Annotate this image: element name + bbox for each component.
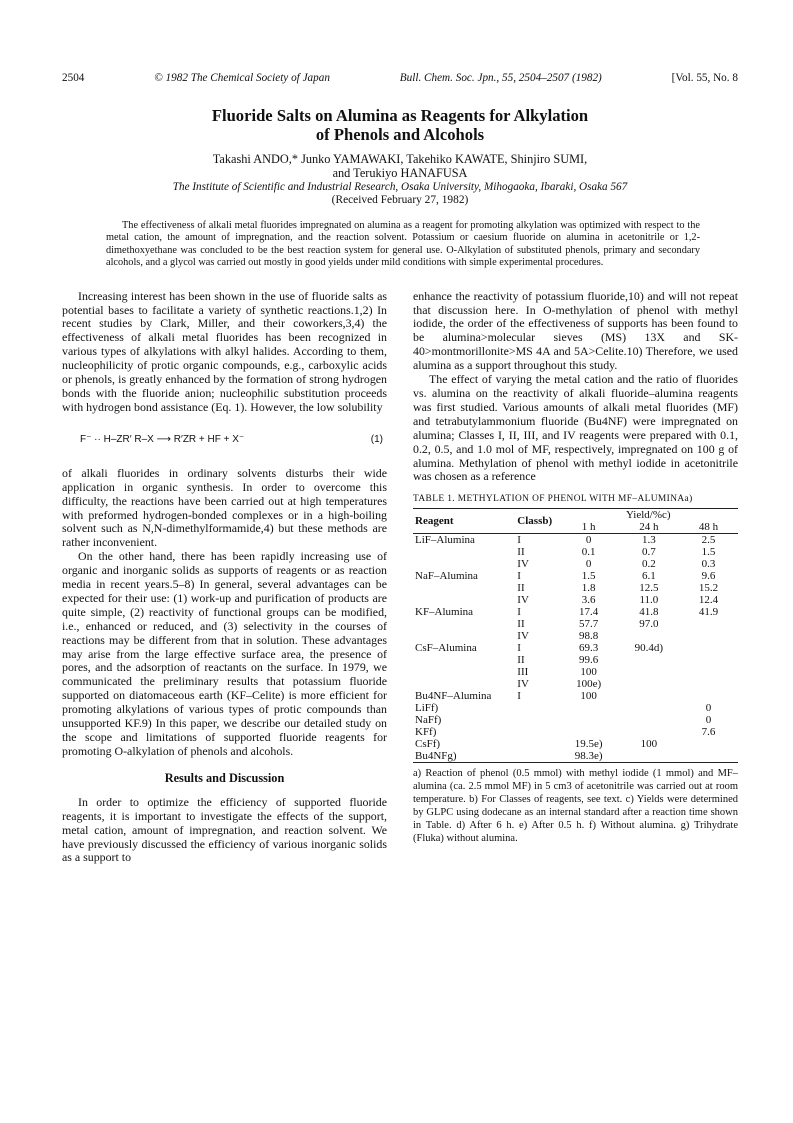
cell-yield-1h: 98.3e) bbox=[559, 750, 619, 763]
methylation-table bbox=[413, 508, 738, 763]
authors-line-2: and Terukiyo HANAFUSA bbox=[332, 166, 468, 180]
author-list bbox=[62, 152, 738, 180]
cell-class: IV bbox=[517, 594, 529, 607]
journal-page bbox=[62, 72, 738, 865]
cell-class bbox=[515, 726, 558, 738]
cell-class: IV bbox=[517, 630, 529, 643]
header-time-1h: 1 h bbox=[581, 521, 596, 534]
cell-yield-48h bbox=[679, 630, 738, 642]
cell-yield-48h bbox=[679, 666, 738, 678]
cell-yield-48h bbox=[679, 690, 738, 702]
table-row bbox=[413, 654, 738, 666]
cell-yield-1h: 3.6 bbox=[581, 594, 596, 607]
cell-yield-48h bbox=[679, 654, 738, 666]
header-class: Classb) bbox=[517, 515, 553, 528]
cell-reagent: LiFf) bbox=[415, 702, 439, 715]
table-row bbox=[413, 642, 738, 654]
cell-yield-1h bbox=[559, 702, 619, 714]
cell-reagent: CsF–Alumina bbox=[415, 642, 477, 655]
cell-yield-48h: 12.4 bbox=[698, 594, 719, 607]
cell-yield-48h: 41.9 bbox=[698, 606, 719, 619]
cell-yield-48h: 7.6 bbox=[701, 726, 716, 739]
cell-class bbox=[515, 702, 558, 714]
right-column bbox=[413, 290, 738, 866]
cell-reagent bbox=[413, 558, 515, 570]
cell-yield-24h: 97.0 bbox=[639, 618, 659, 631]
cell-yield-48h: 1.5 bbox=[701, 546, 716, 559]
cell-class: III bbox=[517, 666, 529, 679]
left-column bbox=[62, 290, 387, 866]
cell-yield-48h: 2.5 bbox=[701, 534, 716, 547]
cell-reagent bbox=[413, 594, 515, 606]
cell-yield-24h: 90.4d) bbox=[634, 642, 664, 655]
cell-class bbox=[515, 714, 558, 726]
cell-yield-1h bbox=[559, 726, 619, 738]
cell-yield-24h bbox=[619, 666, 679, 678]
cell-class: I bbox=[517, 690, 521, 703]
title-line-2: of Phenols and Alcohols bbox=[315, 125, 485, 144]
cell-yield-1h: 99.6 bbox=[579, 654, 599, 667]
header-time-24h: 24 h bbox=[639, 521, 659, 534]
cell-yield-1h: 100e) bbox=[576, 678, 602, 691]
results-paragraph-1: In order to optimize the efficiency of supported fluoride reagents, it is important to investigate the effects of the support, metal cation, amount of impregnation, and reaction solvent. We have previously discussed the efficiency of various inorganic solids as a support to bbox=[62, 794, 387, 865]
cell-yield-24h bbox=[619, 702, 679, 714]
table-row bbox=[413, 558, 738, 570]
cell-yield-24h: 6.1 bbox=[642, 570, 656, 583]
intro-paragraph-3: On the other hand, there has been rapidly increasing use of organic and inorganic solids as supports of reagents or as reaction media in recent years.5–8) In general, several advantages can be expected for their use: (1) work-up and purification of products are quite simple, (2) reactivity of functional groups can be modified, i.e., enhanced or reduced, and (3) selectivity in the courses of reactions may be different from that in solution. These advantages may arise from the large effective surface area, the presence of pores, and the adsorption of reactants on the surface. In 1979, we communicated the preliminary results that potassium fluoride supported on diatomaceous earth (KF–Celite) is more efficient for promoting alkylations of various types of protic compounds than unsupported KF.9) In this paper, we describe our detailed study on the scope and limitations of supported fluoride reagents for promoting O-alkylation of phenols and alcohols. bbox=[62, 549, 387, 758]
volume-issue: [Vol. 55, No. 8 bbox=[671, 72, 738, 84]
journal-citation: Bull. Chem. Soc. Jpn., 55, 2504–2507 (1982) bbox=[399, 72, 602, 84]
received-date: (Received February 27, 1982) bbox=[331, 194, 469, 206]
cell-yield-48h: 9.6 bbox=[701, 570, 716, 583]
running-head bbox=[62, 72, 738, 84]
table-row bbox=[413, 702, 738, 714]
cell-reagent: NaFf) bbox=[415, 714, 442, 727]
cell-yield-1h: 1.5 bbox=[581, 570, 596, 583]
table-row bbox=[413, 750, 738, 763]
cell-class: II bbox=[517, 582, 525, 595]
table-row bbox=[413, 726, 738, 738]
table-row bbox=[413, 606, 738, 618]
cell-yield-48h: 0 bbox=[705, 714, 712, 727]
page-number: 2504 bbox=[62, 72, 85, 84]
cell-class: I bbox=[517, 570, 521, 583]
cell-yield-1h: 1.8 bbox=[581, 582, 596, 595]
cell-yield-24h bbox=[619, 750, 679, 763]
table-footnote: a) Reaction of phenol (0.5 mmol) with methyl iodide (1 mmol) and MF–alumina (ca. 2.5 mmol MF) in 5 cm3 of acetonitrile was carried out at room temperature. b) For Classes of reagents, see text. c) Yields were determined by GLPC using dodecane as an internal standard after a reaction time shown in Table. d) After 6 h. e) After 0.5 h. f) Without alumina. g) Trihydrate (Fluka) without alumina. bbox=[413, 768, 738, 845]
table-body bbox=[413, 534, 738, 763]
cell-yield-48h bbox=[679, 618, 738, 630]
cell-yield-48h bbox=[679, 750, 738, 763]
table-row bbox=[413, 630, 738, 642]
cell-yield-1h: 100 bbox=[580, 666, 597, 679]
cell-yield-1h bbox=[559, 714, 619, 726]
cell-yield-1h: 0 bbox=[585, 558, 592, 571]
cell-class: II bbox=[517, 618, 525, 631]
cell-reagent: NaF–Alumina bbox=[415, 570, 478, 583]
intro-paragraph-2: of alkali fluorides in ordinary solvents disturbs their wide application in organic synthesis. In order to overcome this difficulty, the reactions have been carried out at high temperatures with preformed hydrogen-bonded complexes or in a high-boiling solvent such as N,N-dimethylformamide,4) but these methods are rather inconvenient. bbox=[62, 465, 387, 550]
cell-yield-1h: 69.3 bbox=[579, 642, 599, 655]
cell-reagent: Bu4NF–Alumina bbox=[415, 690, 492, 703]
section-heading: Results and Discussion bbox=[164, 770, 285, 785]
cell-yield-24h bbox=[619, 678, 679, 690]
table-row bbox=[413, 690, 738, 702]
cell-reagent: KFf) bbox=[415, 726, 437, 739]
cell-reagent: CsFf) bbox=[415, 738, 441, 751]
cell-yield-24h: 11.0 bbox=[639, 594, 659, 607]
cell-yield-24h bbox=[619, 714, 679, 726]
table-row bbox=[413, 618, 738, 630]
header-time-48h: 48 h bbox=[698, 521, 719, 534]
table-row bbox=[413, 738, 738, 750]
copyright-notice: © 1982 The Chemical Society of Japan bbox=[154, 72, 330, 84]
equation-1 bbox=[62, 417, 387, 463]
cell-yield-48h bbox=[679, 642, 738, 654]
cell-yield-24h bbox=[619, 726, 679, 738]
cell-yield-48h bbox=[679, 738, 738, 750]
cell-yield-1h: 0.1 bbox=[581, 546, 596, 559]
cell-yield-24h: 100 bbox=[640, 738, 658, 751]
cell-class: I bbox=[517, 534, 521, 547]
cell-yield-24h: 41.8 bbox=[639, 606, 659, 619]
cell-reagent bbox=[413, 654, 515, 666]
table-row bbox=[413, 582, 738, 594]
results-paragraph-3: The effect of varying the metal cation and the ratio of fluorides vs. alumina on the reactivity of alkali fluoride–alumina reagents was first studied. Various amounts of alkali metal fluorides (MF) and tetrabutylammonium fluoride (Bu4NF) were impregnated on alumina; Classes I, II, III, and IV reagents were prepared with 0.1, 0.2, 0.5, and 1.0 mol of MF, respectively, impregnated on 100 g of alumina. Methylation of phenol with methyl iodide in acetonitrile was chosen as a reference bbox=[413, 372, 738, 484]
cell-yield-24h: 12.5 bbox=[639, 582, 659, 595]
cell-yield-24h bbox=[619, 654, 679, 666]
article-title bbox=[122, 106, 678, 144]
cell-reagent bbox=[413, 678, 515, 690]
cell-reagent bbox=[413, 666, 515, 678]
cell-class: IV bbox=[517, 678, 529, 691]
cell-reagent: LiF–Alumina bbox=[415, 534, 475, 547]
affiliation: The Institute of Scientific and Industrial Research, Osaka University, Mihogaoka, Ibaraki, Osaka 567 bbox=[172, 181, 628, 193]
equation-expression: F⁻ ·· H–ZR′ R–X ⟶ R′ZR + HF + X⁻ bbox=[80, 434, 245, 446]
results-paragraph-2: enhance the reactivity of potassium fluoride,10) and will not repeat that discussion here. In O-methylation of phenol with methyl iodide, the order of the effectiveness of supports has been found to be alumina>molecular sieves (MS) 13X and SK-40>montmorillonite>MS 4A and 5A>Celite.10) Therefore, we used alumina as a support throughout this study. bbox=[413, 288, 738, 373]
cell-class: II bbox=[517, 546, 525, 559]
cell-yield-48h: 0 bbox=[705, 702, 712, 715]
abstract: The effectiveness of alkali metal fluorides impregnated on alumina as a reagent for promoting alkylation was optimized with respect to the metal cation, the amount of impregnation, and the reaction solvent. Potassium or caesium fluoride on alumina in acetonitrile or 1,2-dimethoxyethane was concluded to be the best reaction system for general use. O-Alkylation of substituted phenols, primary and secondary alcohols, and a glycol was carried out mostly in good yields under mild conditions with simple experimental procedures. bbox=[106, 220, 700, 269]
cell-yield-24h bbox=[619, 690, 679, 702]
cell-class bbox=[515, 738, 558, 750]
table-row bbox=[413, 534, 738, 547]
cell-yield-48h: 15.2 bbox=[698, 582, 719, 595]
table-row bbox=[413, 546, 738, 558]
cell-yield-24h: 1.3 bbox=[642, 534, 656, 547]
cell-yield-1h: 98.8 bbox=[579, 630, 599, 643]
two-column-body bbox=[62, 290, 738, 866]
cell-reagent bbox=[413, 618, 515, 630]
authors-line-1: Takashi ANDO,* Junko YAMAWAKI, Takehiko KAWATE, Shinjiro SUMI, bbox=[212, 152, 588, 166]
cell-reagent: Bu4NFg) bbox=[413, 750, 515, 763]
cell-reagent bbox=[413, 630, 515, 642]
table-row bbox=[413, 678, 738, 690]
cell-yield-24h bbox=[619, 630, 679, 642]
cell-yield-24h: 0.2 bbox=[642, 558, 656, 571]
cell-reagent: KF–Alumina bbox=[415, 606, 474, 619]
cell-class: I bbox=[517, 642, 521, 655]
cell-reagent bbox=[413, 582, 515, 594]
cell-yield-1h: 57.7 bbox=[579, 618, 599, 631]
cell-class bbox=[515, 750, 558, 763]
cell-yield-1h: 0 bbox=[585, 534, 592, 547]
cell-yield-1h: 17.4 bbox=[579, 606, 599, 619]
intro-paragraph-1: Increasing interest has been shown in the use of fluoride salts as potential bases to facilitate a variety of synthetic reactions.1,2) In recent studies by Clark, Miller, and their coworkers,3,4) the effectiveness of alkali metal fluorides has been recognized in various types of alkylations with alkyl halides. According to them, nucleophilicity of protic organic compounds, e.g., carboxylic acids or phenols, is greatly enhanced by the formation of strong hydrogen bonds with the fluoride anion; nucleophilic substitution proceeds with hydrogen bond assistance (Eq. 1). However, the low solubility bbox=[62, 288, 387, 414]
cell-yield-48h: 0.3 bbox=[701, 558, 716, 571]
cell-class: I bbox=[517, 606, 521, 619]
equation-number: (1) bbox=[370, 434, 383, 446]
cell-class: IV bbox=[517, 558, 529, 571]
header-reagent: Reagent bbox=[415, 515, 454, 528]
table-row bbox=[413, 714, 738, 726]
table-caption: TABLE 1. METHYLATION OF PHENOL WITH MF–ALUMINAa) bbox=[413, 494, 693, 505]
cell-yield-1h: 19.5e) bbox=[574, 738, 603, 751]
table-row bbox=[413, 594, 738, 606]
cell-reagent bbox=[413, 546, 515, 558]
title-line-1: Fluoride Salts on Alumina as Reagents for Alkylation bbox=[211, 106, 589, 125]
cell-yield-1h: 100 bbox=[580, 690, 597, 703]
cell-yield-24h: 0.7 bbox=[642, 546, 656, 559]
table-row bbox=[413, 666, 738, 678]
cell-class: II bbox=[517, 654, 525, 667]
table-row bbox=[413, 570, 738, 582]
header-yield: Yield/%c) bbox=[625, 509, 671, 522]
cell-yield-48h bbox=[679, 678, 738, 690]
